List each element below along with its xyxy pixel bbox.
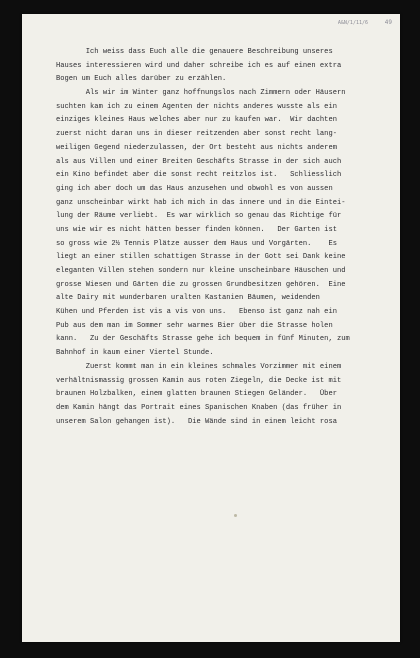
text-line: ging ich aber doch um das Haus anzusehen und obwohl es von aussen — [56, 184, 333, 193]
text-line: einziges kleines Haus welches aber nur zu kaufen war. Wir dachten — [56, 116, 337, 125]
text-line: ganz unscheinbar wirkt hab ich mich in das innere und in die Eintei- — [56, 198, 346, 207]
text-line: eleganten Villen stehen sondern nur kleine unscheinbare Häuschen und — [56, 267, 346, 275]
text-line: kann. Zu der Geschäfts Strasse gehe ich bequem in fünf Minuten, zum — [56, 335, 350, 344]
text-line: zuerst nicht daran uns in dieser reitzenden aber sonst recht lang- — [56, 130, 337, 139]
text-line: liegt an einer stillen schattigen Strasse in der Gott sei Dank keine — [56, 253, 346, 262]
text-line: unserem Salon gehangen ist). Die Wände sind in einem leicht rosa — [56, 417, 337, 426]
paper-spot — [234, 514, 237, 517]
page-number: 49 — [384, 19, 392, 26]
archive-reference: A&N/1/11/6 — [337, 20, 368, 26]
text-line: suchten kam ich zu einem Agenten der nichts anderes wusste als ein — [56, 102, 337, 111]
text-line: lung der Räume verliebt. Es war wirklich so genau das Richtige für — [56, 212, 342, 221]
text-line: Hauses interessieren wird und daher schreibe ich es auf einen extra — [56, 61, 342, 70]
text-line: dem Kamin hängt das Portrait eines Spanischen Knaben (das früher in — [56, 403, 342, 412]
text-line: als aus Villen und einer Breiten Geschäfts Strasse in der sich auch — [56, 157, 342, 166]
text-line: Pub aus dem man im Sommer sehr warmes Bier über die Strasse holen — [56, 321, 333, 330]
text-line: alte Dairy mit wunderbaren uralten Kastanien Bäumen, weidenden — [56, 294, 320, 303]
text-line: Als wir im Winter ganz hoffnungslos nach Zimmern oder Häusern — [56, 89, 346, 98]
text-line: weiligen Gegend niederzulassen, der Ort besteht aus nichts anderem — [56, 143, 337, 152]
text-line: braunen Holzbalken, einem glatten braunen Stiegen Geländer. Über — [56, 390, 337, 399]
text-line: grosse Wiesen und Gärten die zu grossen Grundbesitzen gehören. Eine — [56, 280, 346, 289]
text-line: uns wie wir es nicht hätten besser finden können. Der Garten ist — [56, 225, 337, 234]
document-page — [22, 14, 400, 642]
text-line: Zuerst kommt man in ein kleines schmales Vorzimmer mit einem — [56, 362, 342, 371]
text-line: Kühen und Pferden ist vis a vis von uns. Ebenso ist ganz nah ein — [56, 308, 337, 317]
text-line: verhältnismassig grossen Kamin aus roten Ziegeln, die Decke ist mit — [56, 376, 342, 385]
text-line: so gross wie 2½ Tennis Plätze ausser dem Haus und Vorgärten. Es — [56, 239, 337, 248]
text-line: ein Kino befindet aber die sonst recht reitzlos ist. Schliesslich — [56, 171, 342, 180]
text-line: Bogen um Euch alles darüber zu erzählen. — [56, 75, 227, 84]
letter-body — [56, 46, 392, 429]
text-line: Bahnhof in kaum einer Viertel Stunde. — [56, 349, 214, 358]
text-line: Ich weiss dass Euch alle die genauere Beschreibung unseres — [56, 48, 333, 56]
